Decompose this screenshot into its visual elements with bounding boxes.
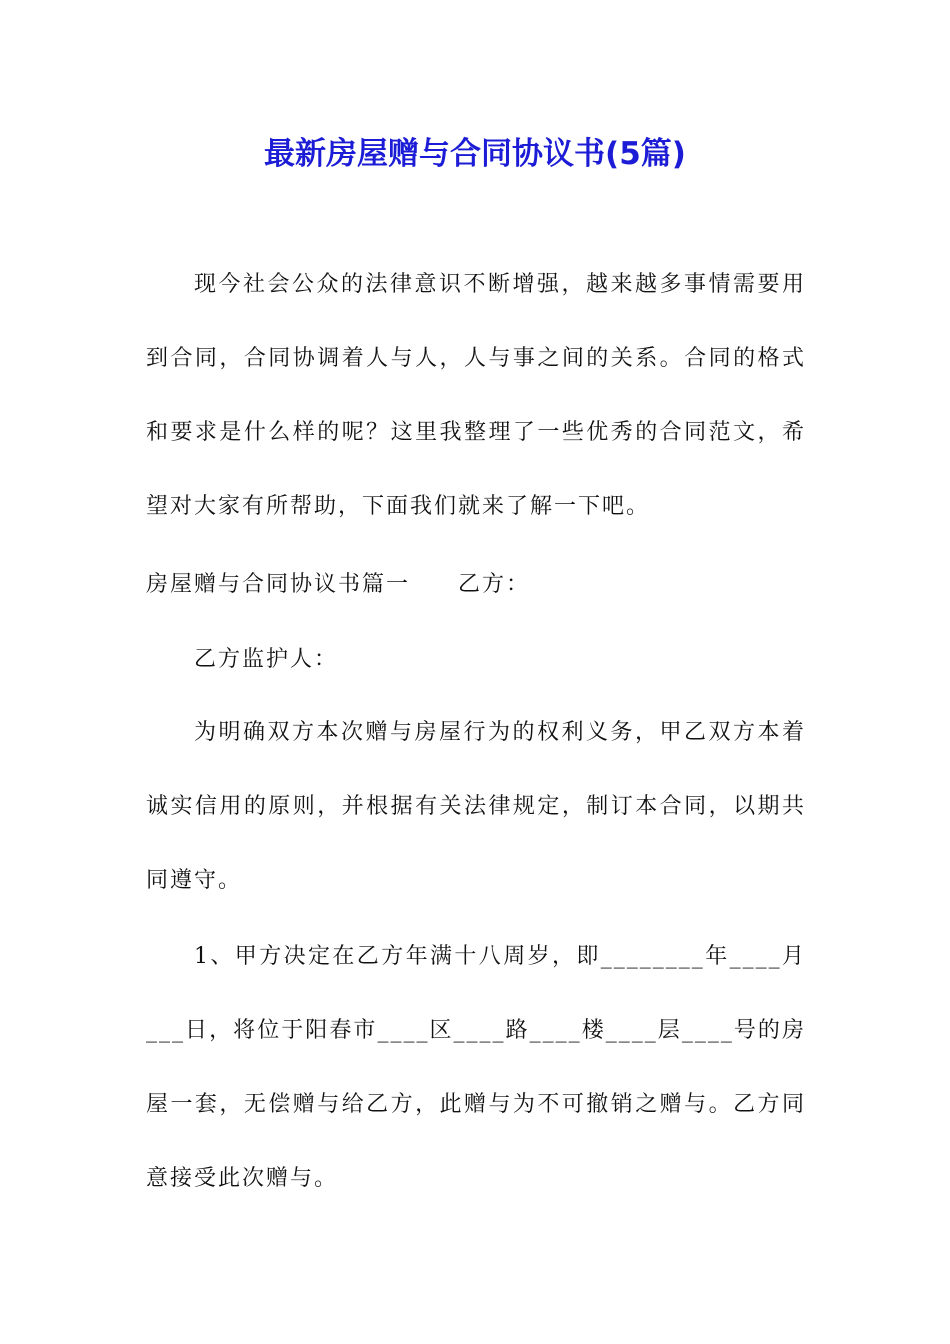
- document-title: 最新房屋赠与合同协议书(5篇): [264, 136, 686, 172]
- section-heading: 房屋赠与合同协议书篇一 乙方：: [146, 572, 531, 597]
- intro-paragraph: 现今社会公众的法律意识不断增强，越来越多事情需要用到合同，合同协调着人与人，人与事之间的关系。合同的格式和要求是什么样的呢？这里我整理了一些优秀的合同范文，希望对大家有所帮助，下面我们就来了解一下吧。: [146, 272, 806, 519]
- clause-1-paragraph: 1、甲方决定在乙方年满十八周岁，即________年____月___日，将位于阳春市____区____路____楼____层____号的房屋一套，无偿赠与给乙方，此赠与为不可撤销之赠与。乙方同意接受此次赠与。: [146, 944, 806, 1191]
- purpose-paragraph: 为明确双方本次赠与房屋行为的权利义务，甲乙双方本着诚实信用的原则，并根据有关法律规定，制订本合同，以期共同遵守。: [146, 720, 806, 893]
- guardian-line: 乙方监护人：: [194, 647, 339, 672]
